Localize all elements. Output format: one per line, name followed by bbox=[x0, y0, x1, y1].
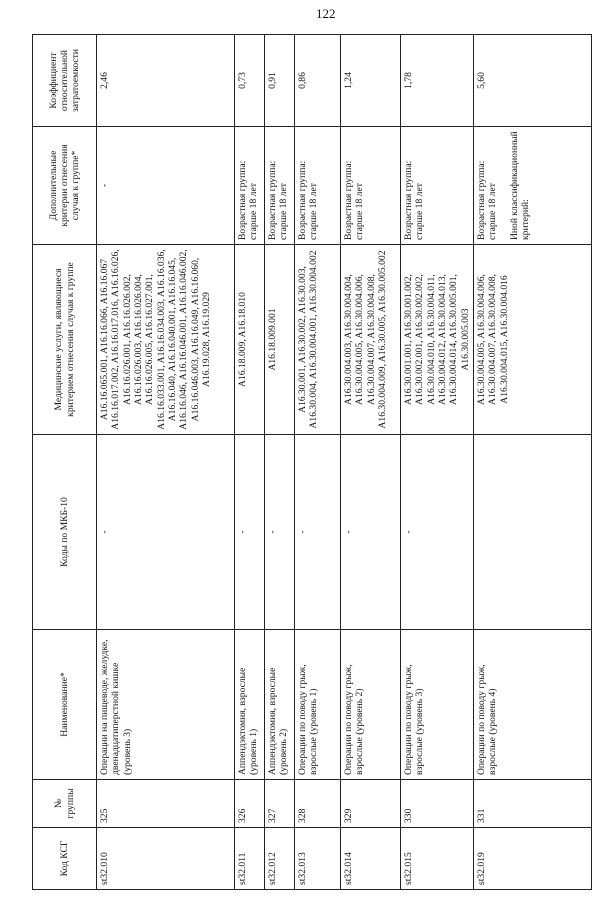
criteria-other: Иной классификационный критерий: bbox=[508, 131, 531, 240]
header-criteria: Дополнительные критерии отнесения случая к группе* bbox=[33, 127, 97, 245]
cell-code: st32.019 bbox=[473, 828, 591, 890]
cell-criteria bbox=[473, 127, 591, 245]
cell-icd: - bbox=[97, 435, 235, 630]
table-header-row bbox=[33, 35, 97, 890]
cell-code: st32.015 bbox=[401, 828, 474, 890]
criteria-age: Возрастная группа: старше 18 лет bbox=[475, 160, 499, 240]
cell-icd: - bbox=[235, 435, 265, 630]
cell-coef: 1,78 bbox=[401, 35, 474, 127]
cell-group: 326 bbox=[235, 780, 265, 828]
cell-code: st32.011 bbox=[235, 828, 265, 890]
table-row bbox=[473, 35, 591, 890]
header-coef: Коэффициент относительной затратоемкости bbox=[33, 35, 97, 127]
cell-coef: 0,73 bbox=[235, 35, 265, 127]
rotated-table-container bbox=[32, 35, 592, 890]
cell-icd: - bbox=[401, 435, 474, 630]
cell-criteria: Возрастная группа: старше 18 лет bbox=[295, 127, 341, 245]
cell-name: Операции по поводу грыж, взрослые (уровень 1) bbox=[295, 630, 341, 780]
cell-name: Операции по поводу грыж, взрослые (уровень 2) bbox=[341, 630, 401, 780]
cell-name: Аппендэктомия, взрослые (уровень 2) bbox=[265, 630, 295, 780]
cell-name: Операции по поводу грыж, взрослые (уровень 3) bbox=[401, 630, 474, 780]
table-row bbox=[341, 35, 401, 890]
cell-coef: 0,91 bbox=[265, 35, 295, 127]
cell-services: A16.30.004.003, A16.30.004.004, A16.30.004.005, A16.30.004.006, A16.30.004.007, A16.30.004.008, A16.30.004.009, A16.30.005, A16.30.005.002 bbox=[341, 245, 401, 435]
ksg-table bbox=[32, 34, 592, 890]
cell-services: A16.30.001.001, A16.30.001.002, A16.30.002.001, A16.30.002.002, A16.30.004.010, A16.30.004.011, A16.30.004.012, A16.30.004.013, A16.30.004.014, A16.30.005.001, A16.30.005.003 bbox=[401, 245, 474, 435]
cell-services: A16.30.004.005, A16.30.004.006, A16.30.004.007, A16.30.004.008, A16.30.004.015, A16.30.004.016 bbox=[473, 245, 591, 435]
cell-criteria: - bbox=[97, 127, 235, 245]
cell-code: st32.014 bbox=[341, 828, 401, 890]
cell-group: 325 bbox=[97, 780, 235, 828]
header-group-no: № группы bbox=[33, 780, 97, 828]
cell-criteria: Возрастная группа: старше 18 лет bbox=[235, 127, 265, 245]
cell-icd: - bbox=[265, 435, 295, 630]
cell-icd bbox=[473, 435, 591, 630]
table-row bbox=[401, 35, 474, 890]
cell-name: Аппендэктомия, взрослые (уровень 1) bbox=[235, 630, 265, 780]
cell-services: A16.30.001, A16.30.002, A16.30.003, A16.30.004, A16.30.004.001, A16.30.004.002 bbox=[295, 245, 341, 435]
cell-code: st32.010 bbox=[97, 828, 235, 890]
cell-group: 330 bbox=[401, 780, 474, 828]
cell-group: 331 bbox=[473, 780, 591, 828]
cell-group: 327 bbox=[265, 780, 295, 828]
header-name: Наименование* bbox=[33, 630, 97, 780]
cell-code: st32.012 bbox=[265, 828, 295, 890]
header-icd: Коды по МКБ-10 bbox=[33, 435, 97, 630]
table-row bbox=[235, 35, 265, 890]
cell-coef: 2,46 bbox=[97, 35, 235, 127]
cell-name: Операции на пищеводе, желудке, двенадцатиперстной кишке (уровень 3) bbox=[97, 630, 235, 780]
cell-services: A16.16.065.001, A16.16.066, A16.16.067 A16.16.017.002, A16.16.017.016, A16.16.026, A16.16.026.001, A16.16.026.002, A16.16.026.003, A16.16.026.004, A16.16.026.005, A16.16.027.001, A16.16.033.001, A16.16.034.003, A16.16.036, A16.16.040, A16.16.040.001, A16.16.045, A16.16.046, A16.16.046.001, A16.16.046.002, A16.16.046.003, A16.16.049, A16.16.060, A16.19.028, A16.19.029 bbox=[97, 245, 235, 435]
cell-icd: - bbox=[295, 435, 341, 630]
table-row bbox=[265, 35, 295, 890]
page-number: 122 bbox=[316, 6, 336, 21]
cell-icd: - bbox=[341, 435, 401, 630]
table-row bbox=[97, 35, 235, 890]
cell-coef: 5,60 bbox=[473, 35, 591, 127]
cell-criteria: Возрастная группа: старше 18 лет bbox=[401, 127, 474, 245]
cell-criteria: Возрастная группа: старше 18 лет bbox=[265, 127, 295, 245]
cell-coef: 0,86 bbox=[295, 35, 341, 127]
cell-coef: 1,24 bbox=[341, 35, 401, 127]
cell-code: st32.013 bbox=[295, 828, 341, 890]
cell-criteria: Возрастная группа: старше 18 лет bbox=[341, 127, 401, 245]
cell-services: A16.18.009, A16.18.010 bbox=[235, 245, 265, 435]
header-code: Код КСГ bbox=[33, 828, 97, 890]
cell-group: 328 bbox=[295, 780, 341, 828]
table-row bbox=[295, 35, 341, 890]
cell-name: Операции по поводу грыж, взрослые (уровень 4) bbox=[473, 630, 591, 780]
cell-group: 329 bbox=[341, 780, 401, 828]
cell-services: A16.18.009.001 bbox=[265, 245, 295, 435]
header-services: Медицинские услуги, являющиеся критерием отнесения случая к группе bbox=[33, 245, 97, 435]
